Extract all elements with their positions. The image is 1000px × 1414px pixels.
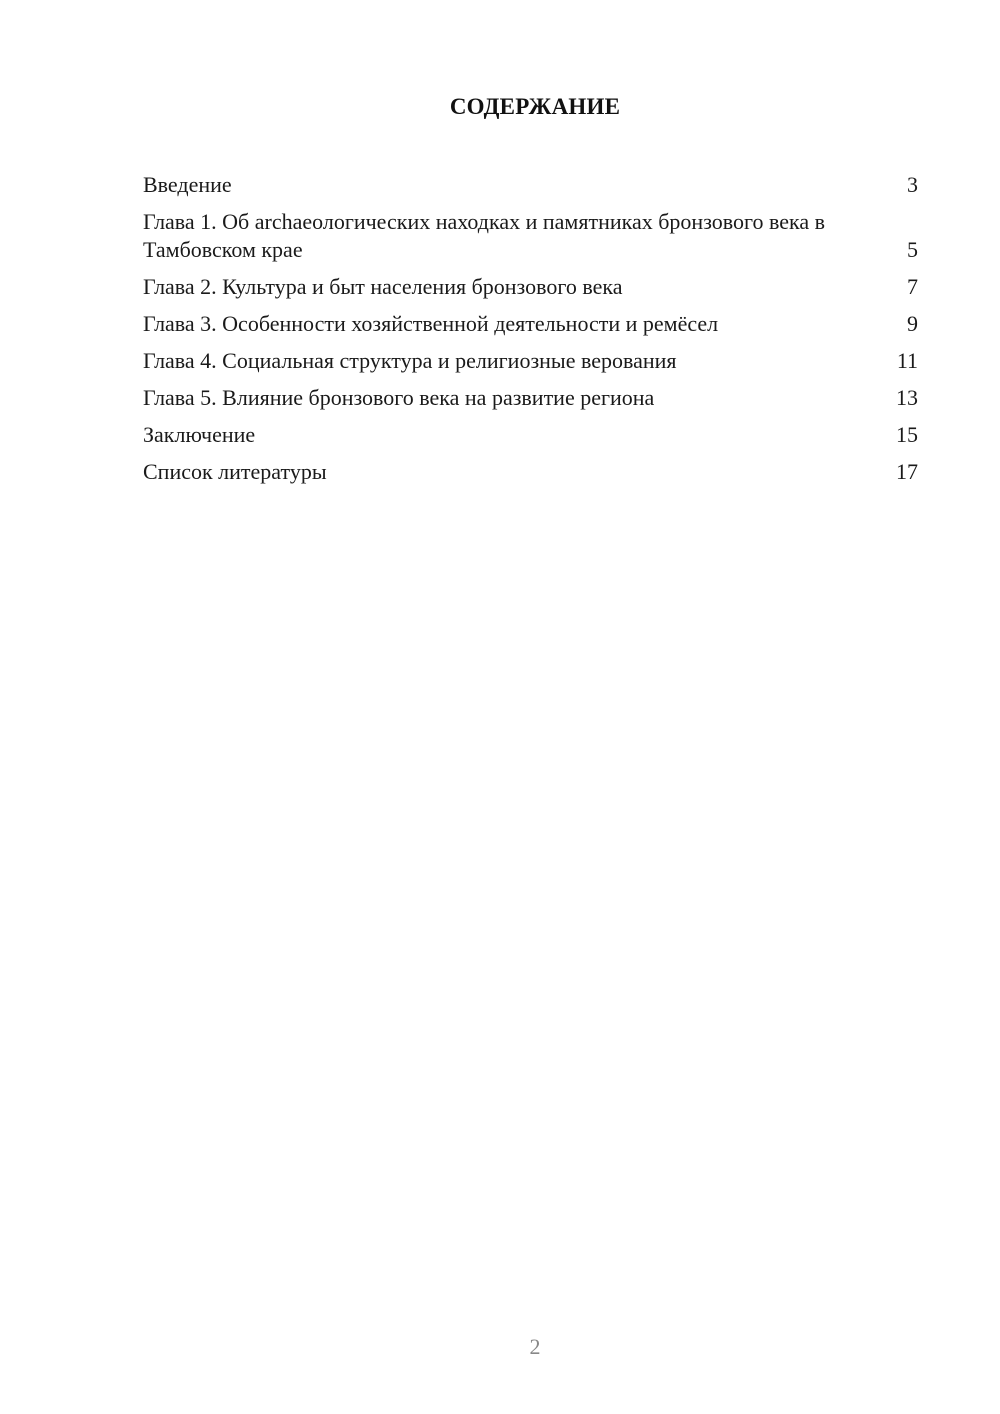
page-title: СОДЕРЖАНИЕ bbox=[449, 94, 621, 119]
toc-entry-page: 3 bbox=[907, 172, 918, 197]
toc-entry-page: 17 bbox=[896, 459, 918, 484]
toc-entry-label: Введение bbox=[143, 172, 232, 197]
toc-entry-label: Заключение bbox=[143, 422, 256, 447]
table-of-contents bbox=[143, 171, 918, 495]
toc-entry-page: 13 bbox=[896, 385, 918, 410]
toc-entry-bibliography[interactable] bbox=[143, 458, 918, 486]
toc-entry-page: 15 bbox=[896, 422, 918, 447]
toc-entry-chapter-4[interactable] bbox=[143, 347, 918, 375]
toc-entry-chapter-1[interactable] bbox=[143, 208, 918, 264]
toc-entry-label: Глава 4. Социальная структура и религиозные верования bbox=[143, 348, 677, 373]
toc-entry-label: Глава 3. Особенности хозяйственной деятельности и ремёсел bbox=[143, 311, 719, 336]
toc-entry-page: 11 bbox=[896, 348, 918, 373]
toc-entry-label: Список литературы bbox=[143, 459, 327, 484]
toc-entry-conclusion[interactable] bbox=[143, 421, 918, 449]
toc-entry-label: Глава 2. Культура и быт населения бронзового века bbox=[143, 274, 623, 299]
page-number: 2 bbox=[529, 1334, 541, 1359]
toc-entry-chapter-2[interactable] bbox=[143, 273, 918, 301]
toc-entry-chapter-5[interactable] bbox=[143, 384, 918, 412]
toc-entry-chapter-3[interactable] bbox=[143, 310, 918, 338]
toc-entry-page: 7 bbox=[907, 274, 918, 299]
toc-entry-page: 9 bbox=[907, 311, 918, 336]
toc-entry-label: Глава 5. Влияние бронзового века на развитие региона bbox=[143, 385, 655, 410]
toc-entry-page: 5 bbox=[907, 237, 918, 262]
toc-entry-introduction[interactable] bbox=[143, 171, 918, 199]
toc-entry-label: Глава 1. Об archaeологических находках и памятниках бронзового века в Тамбовском крае bbox=[143, 209, 826, 262]
